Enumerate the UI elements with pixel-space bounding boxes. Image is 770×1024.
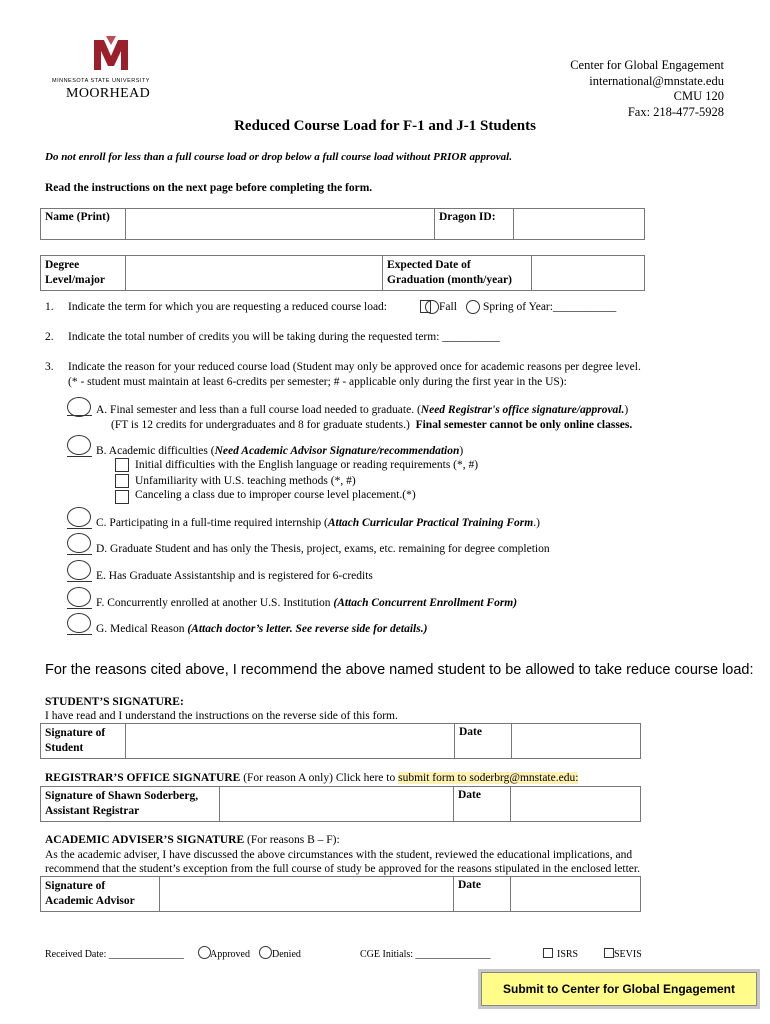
b-option1-label: Initial difficulties with the English language or reading requirements (*, #) xyxy=(135,459,479,471)
advisor-date-label: Date xyxy=(454,877,511,912)
advisor-signature-label xyxy=(41,877,160,912)
reason-g-underline xyxy=(67,634,92,635)
student-date-input[interactable] xyxy=(512,724,641,759)
submit-button-frame xyxy=(478,969,760,1009)
advisor-sig-label-line1: Signature of xyxy=(45,880,106,892)
student-sig-label-line2: Student xyxy=(45,742,84,754)
reason-a-sub-bold: Final semester cannot be only online classes. xyxy=(415,419,633,431)
reason-e-text: E. Has Graduate Assistantship and is registered for 6-credits xyxy=(96,570,373,582)
approved-label: Approved xyxy=(210,949,250,960)
reason-d-radio[interactable] xyxy=(67,533,91,553)
advisor-sig-label-line2: Academic Advisor xyxy=(45,895,135,907)
sevis-label: SEVIS xyxy=(614,949,642,960)
isrs-checkbox[interactable] xyxy=(543,948,553,958)
student-signature-table xyxy=(40,723,641,759)
q3-text: Indicate the reason for your reduced course load (Student may only be approved once for academic reasons per degree level. xyxy=(68,361,641,373)
reason-a-bold: Need Registrar's office signature/approval. xyxy=(420,404,625,416)
instructions-note: Read the instructions on the next page before completing the form. xyxy=(45,182,373,194)
q3-number: 3. xyxy=(45,361,54,373)
reason-f-underline xyxy=(67,608,92,609)
q3-note: (* - student must maintain at least 6-credits per semester; # - applicable only during the first year in the US): xyxy=(68,376,567,388)
advisor-signature-heading-rest: (For reasons B – F): xyxy=(244,834,340,846)
reason-c-main: C. Participating in a full-time required internship ( xyxy=(96,517,328,529)
registrar-sig-label-line1: Signature of Shawn Soderberg, xyxy=(45,790,199,802)
dragon-id-input[interactable] xyxy=(514,209,645,240)
advisor-signature-heading-line xyxy=(45,834,340,846)
reason-c-close: .) xyxy=(533,517,540,529)
student-signature-desc: I have read and I understand the instructions on the reverse side of this form. xyxy=(45,710,398,722)
reason-a-sub-text: (FT is 12 credits for undergraduates and 8 for graduate students.) xyxy=(111,419,410,431)
degree-table xyxy=(40,255,645,291)
b-option3-checkbox[interactable] xyxy=(115,490,129,504)
advisor-desc-line2: recommend that the student’s exception from the full course of study be approved for the reasons stipulated in the enclosed letter. xyxy=(45,863,640,875)
grad-date-label xyxy=(383,256,532,291)
enrollment-warning: Do not enroll for less than a full course load or drop below a full course load without PRIOR approval. xyxy=(45,151,512,163)
submit-to-cge-button[interactable]: Submit to Center for Global Engagement xyxy=(481,972,757,1006)
student-sig-label-line1: Signature of xyxy=(45,727,106,739)
registrar-signature-heading: REGISTRAR’S OFFICE SIGNATURE xyxy=(45,772,241,784)
logo-moorhead-text: MOORHEAD xyxy=(66,86,151,101)
contact-room: CMU 120 xyxy=(673,89,724,103)
b-option1-checkbox[interactable] xyxy=(115,458,129,472)
reason-c-radio[interactable] xyxy=(67,507,91,527)
registrar-sig-label-line2: Assistant Registrar xyxy=(45,805,140,817)
reason-f-radio[interactable] xyxy=(67,587,91,607)
reason-b-close: ) xyxy=(459,445,464,457)
q2-number: 2. xyxy=(45,331,54,343)
sevis-checkbox[interactable] xyxy=(604,948,614,958)
contact-email: international@mnstate.edu xyxy=(589,73,724,88)
reason-a-sub xyxy=(111,418,632,432)
reason-e-underline xyxy=(67,581,92,582)
logo-university-text: MINNESOTA STATE UNIVERSITY xyxy=(52,78,150,84)
degree-input[interactable] xyxy=(126,256,383,291)
degree-label-line1: Degree xyxy=(45,259,80,271)
registrar-signature-heading-line xyxy=(45,772,578,784)
contact-fax: Fax: 218-477-5928 xyxy=(627,104,724,119)
contact-block xyxy=(570,58,724,120)
grad-label-line2: Graduation (month/year) xyxy=(387,274,512,286)
reason-d-text: D. Graduate Student and has only the Thesis, project, exams, etc. remaining for degree completion xyxy=(96,543,550,555)
form-title: Reduced Course Load for F-1 and J-1 Students xyxy=(234,118,536,134)
registrar-date-label: Date xyxy=(454,787,511,822)
advisor-signature-heading: ACADEMIC ADVISER’S SIGNATURE xyxy=(45,834,245,846)
submit-to-registrar-link[interactable]: submit form to soderbrg@mnstate.edu: xyxy=(398,772,579,784)
reason-a-main: A. Final semester and less than a full course load needed to graduate. ( xyxy=(96,404,421,416)
reason-f-bold: (Attach Concurrent Enrollment Form) xyxy=(333,597,518,609)
cge-initials-field: CGE Initials: _______________ xyxy=(360,949,491,960)
recommendation-statement: For the reasons cited above, I recommend the above named student to be allowed to take reduce course load: xyxy=(45,662,754,678)
reason-g-radio[interactable] xyxy=(67,613,91,633)
fall-label: Fall xyxy=(439,301,457,313)
student-date-label: Date xyxy=(455,724,512,759)
grad-date-input[interactable] xyxy=(532,256,645,291)
name-label: Name (Print) xyxy=(41,209,126,240)
reason-a-close: ) xyxy=(624,404,629,416)
reason-d-underline xyxy=(67,554,92,555)
contact-office: Center for Global Engagement xyxy=(570,58,724,72)
student-signature-label xyxy=(41,724,126,759)
b-option2-label: Unfamiliarity with U.S. teaching methods (*, #) xyxy=(135,475,356,487)
advisor-date-input[interactable] xyxy=(511,877,641,912)
advisor-signature-table xyxy=(40,876,641,912)
degree-label xyxy=(41,256,126,291)
spring-label: Spring of Year:___________ xyxy=(483,301,617,313)
registrar-date-input[interactable] xyxy=(511,787,641,822)
grad-label-line1: Expected Date of xyxy=(387,259,471,271)
reason-b-main: B. Academic difficulties ( xyxy=(96,445,215,457)
q1-text: Indicate the term for which you are requesting a reduced course load: xyxy=(68,301,387,313)
b-option3-label: Canceling a class due to improper course level placement.(*) xyxy=(135,489,416,501)
reason-b-text xyxy=(96,444,463,458)
received-date-field: Received Date: _______________ xyxy=(45,949,184,960)
reason-f-main: F. Concurrently enrolled at another U.S. Institution xyxy=(96,597,334,609)
reason-g-bold: (Attach doctor’s letter. See reverse side for details.) xyxy=(187,623,428,635)
reason-g-main: G. Medical Reason xyxy=(96,623,188,635)
dragon-id-label: Dragon ID: xyxy=(435,209,514,240)
reason-b-bold: Need Academic Advisor Signature/recommendation xyxy=(214,445,460,457)
q2-text: Indicate the total number of credits you will be taking during the requested term: __________ xyxy=(68,331,500,343)
reason-c-bold: Attach Curricular Practical Training Form xyxy=(327,517,534,529)
reason-c-text xyxy=(96,516,540,530)
degree-label-line2: Level/major xyxy=(45,274,106,286)
spring-radio[interactable] xyxy=(466,300,480,314)
registrar-signature-label xyxy=(41,787,220,822)
advisor-signature-input[interactable] xyxy=(160,877,454,912)
registrar-signature-heading-rest: (For reason A only) Click here to xyxy=(240,772,399,784)
registrar-signature-table xyxy=(40,786,641,822)
logo-m-icon xyxy=(54,34,174,78)
student-signature-input[interactable] xyxy=(126,724,455,759)
q1-number: 1. xyxy=(45,301,54,313)
name-table xyxy=(40,208,645,240)
fall-radio[interactable] xyxy=(425,300,439,314)
reason-c-underline xyxy=(67,528,92,529)
reason-a-radio[interactable] xyxy=(67,397,91,417)
reason-b-underline xyxy=(67,456,92,457)
student-signature-heading: STUDENT’S SIGNATURE: xyxy=(45,696,184,708)
isrs-label: ISRS xyxy=(557,949,579,960)
advisor-desc-line1: As the academic adviser, I have discussed the above circumstances with the student, reviewed the educational implications, and xyxy=(45,849,633,861)
denied-radio[interactable] xyxy=(259,946,272,959)
reason-b-radio[interactable] xyxy=(67,435,91,455)
reason-a-underline xyxy=(67,415,92,416)
b-option2-checkbox[interactable] xyxy=(115,474,129,488)
reason-f-text xyxy=(96,596,517,610)
registrar-signature-input[interactable] xyxy=(220,787,454,822)
reason-e-radio[interactable] xyxy=(67,560,91,580)
name-input[interactable] xyxy=(126,209,435,240)
reason-a-text xyxy=(96,403,628,417)
denied-label: Denied xyxy=(272,949,301,960)
reason-g-text xyxy=(96,622,427,636)
